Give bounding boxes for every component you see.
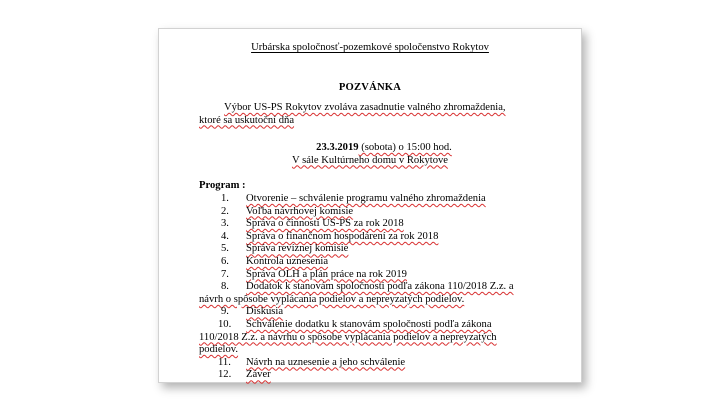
item-number: 2. [221,205,229,217]
item-number: 6. [221,255,229,267]
item-text: Kontrola uznesenia [246,255,329,267]
list-item [199,193,531,206]
item-number: 9. [221,306,229,318]
item-text-continuation: podielov. [199,344,239,356]
document-page [158,28,582,383]
intro-line-2: ktoré sa uskutoční dňa [199,114,295,126]
meeting-place: V sále Kultúrneho domu v Rokytove [291,154,449,166]
program-heading: Program : [199,180,246,191]
list-item [199,206,531,219]
item-text-continuation: 110/2018 Z.z. a návrhu o spôsobe vyplácania podielov a nepreyzatých [199,331,497,343]
item-number: 8. [221,281,229,293]
meeting-info [159,142,581,167]
item-text: Správa revíznej komisie [246,243,349,255]
list-item [199,357,531,370]
item-number: 11. [218,356,231,368]
item-text: Správa o činnosti US-PS za rok 2018 [246,218,404,230]
item-text-continuation: návrh o spôsobe vyplácania podielov a nepreyzatých podielov. [199,293,465,305]
organization-name: Urbárska spoločnosť-pozemkové spoločenstvo Rokytov [251,42,489,53]
item-number: 5. [221,243,229,255]
item-number: 7. [221,268,229,280]
item-text: Schválenie dodatku k stanovám spoločnosti podľa zákona [246,318,492,330]
list-item [199,256,531,269]
item-text: Návrh na uznesenie a jeho schválenie [246,356,406,368]
list-item [199,369,531,382]
list-item [199,269,531,282]
item-number: 4. [221,230,229,242]
invitation-title: POZVÁNKA [338,82,402,93]
list-item [199,243,531,256]
item-number: 1. [221,193,229,204]
meeting-date: 23.3.2019 [316,142,359,153]
meeting-date-line [159,142,581,155]
list-item [199,319,531,357]
item-text: Záver [246,369,271,381]
list-item [199,281,531,306]
meeting-time: (sobota) o 15:00 hod. [358,142,452,153]
item-text: Voľba návrhovej komisie [246,205,354,217]
item-number: 12. [218,369,232,381]
list-item [199,306,531,319]
item-text: Správa OLH a plán práce na rok 2019 [246,268,407,280]
item-number: 10. [218,318,232,330]
item-text: Dodatok k stanovám spoločnosti podľa zákona 110/2018 Z.z. a [246,281,514,293]
list-item [199,218,531,231]
list-item [199,231,531,244]
program-list [199,193,531,382]
item-number: 3. [221,218,229,230]
item-text: Diskusia [246,306,284,318]
intro-paragraph [199,102,559,127]
intro-line-1: Výbor US-PS Rokytov zvoláva zasadnutie valného zhromaždenia, [224,102,506,113]
item-text: Správa o finančnom hospodárení za rok 2018 [246,230,439,242]
item-text: Otvorenie – schválenie programu valného zhromaždenia [246,193,486,204]
